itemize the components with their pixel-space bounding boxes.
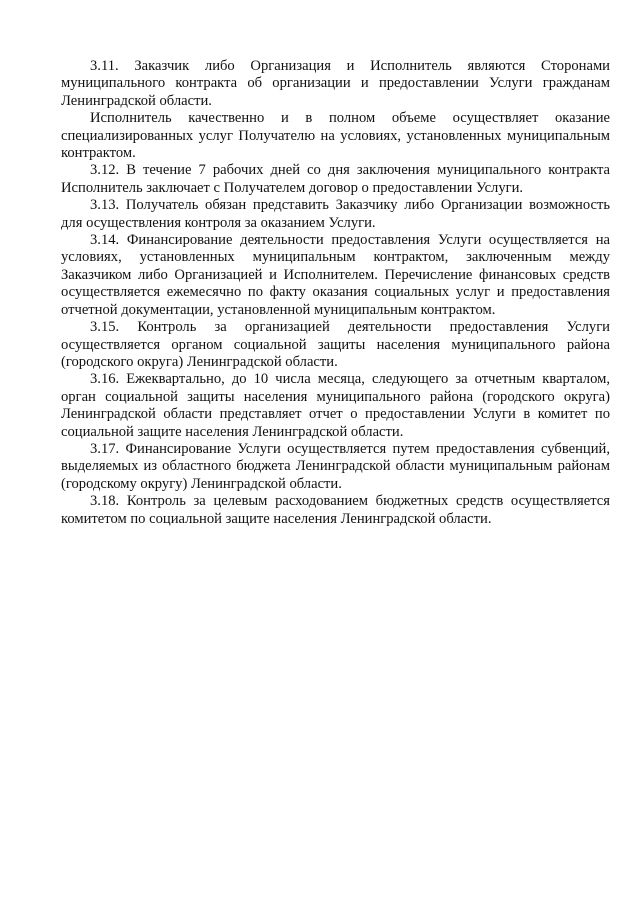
paragraph-contractor-duties: Исполнитель качественно и в полном объеме осуществляет оказание специализированных услуг Получателю на условиях, установленных муниципальным контрактом. xyxy=(61,110,610,162)
paragraph-3-17: 3.17. Финансирование Услуги осуществляется путем предоставления субвенций, выделяемых из областного бюджета Ленинградской области муниципальным районам (городскому округу) Ленинградской области. xyxy=(61,440,610,492)
paragraph-3-18: 3.18. Контроль за целевым расходованием бюджетных средств осуществляется комитетом по социальной защите населения Ленинградской области. xyxy=(61,493,610,527)
paragraph-3-16: 3.16. Ежеквартально, до 10 числа месяца, следующего за отчетным кварталом, орган социальной защиты населения муниципального района (городского округа) Ленинградской области представляет отчет о предоставлении Услуги в комитет по социальной защите населения Ленинградской области. xyxy=(61,371,610,440)
paragraph-3-11: 3.11. Заказчик либо Организация и Исполнитель являются Сторонами муниципального контракта об организации и предоставлении Услуги гражданам Ленинградской области. xyxy=(61,58,610,109)
paragraph-3-15: 3.15. Контроль за организацией деятельности предоставления Услуги осуществляется органом социальной защиты населения муниципального района (городского округа) Ленинградской области. xyxy=(61,319,610,370)
paragraph-3-12: 3.12. В течение 7 рабочих дней со дня заключения муниципального контракта Исполнитель заключает с Получателем договор о предоставлении Услуги. xyxy=(61,162,610,196)
paragraph-3-13: 3.13. Получатель обязан представить Заказчику либо Организации возможность для осуществления контроля за оказанием Услуги. xyxy=(61,197,610,231)
paragraph-3-14: 3.14. Финансирование деятельности предоставления Услуги осуществляется на условиях, установленных муниципальным контрактом, заключенным между Заказчиком либо Организацией и Исполнителем. Перечисление финансовых средств осуществляется ежемесячно по факту оказания социальных услуг и предоставления отчетной документации, установленной муниципальным контрактом. xyxy=(61,232,610,318)
document-body xyxy=(61,58,610,528)
